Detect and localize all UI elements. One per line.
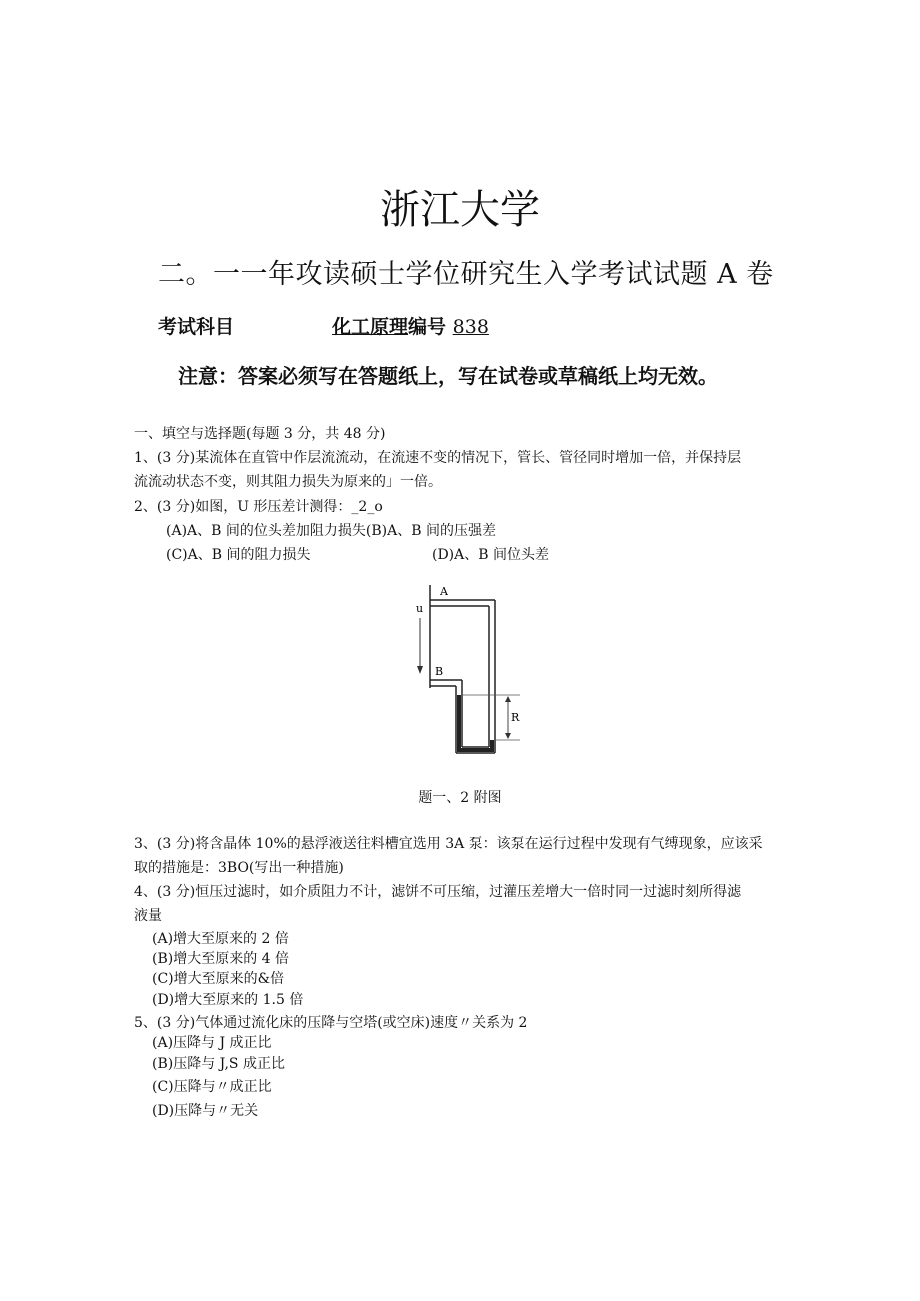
code-label: 编号 (408, 316, 447, 338)
section-heading: 一、填空与选择题(每题 3 分，共 48 分) (134, 426, 386, 442)
q3-line2: 取的措施是：3BO(写出一种措施) (134, 860, 344, 876)
q4-line1: 4、(3 分)恒压过滤时，如介质阻力不计，滤饼不可压缩，过灌压差增大一倍时同一过滤时刻所得滤 (134, 884, 742, 900)
q5-option-a: (A)压降与 J 成正比 (152, 1035, 272, 1051)
subject-label: 考试科目 (158, 316, 235, 338)
q1-line2: 流流动状态不变，则其阻力损失为原来的」一倍。 (134, 474, 442, 490)
label-B: B (435, 665, 444, 678)
u-tube-manometer-figure (400, 580, 530, 765)
subject-info (332, 312, 489, 339)
q2-line1: 2、(3 分)如图，U 形压差计测得：_2_o (134, 499, 383, 515)
q2-option-d: (D)A、B 间位头差 (432, 547, 549, 563)
figure-caption: 题一、2 附图 (418, 790, 502, 806)
q5-option-d: (D)压降与〃无关 (152, 1103, 259, 1119)
mercury-fill-bottom (457, 748, 494, 752)
q4-option-a: (A)增大至原来的 2 倍 (152, 931, 289, 947)
q5-option-c: (C)压降与〃成正比 (152, 1079, 272, 1095)
q4-option-c: (C)增大至原来的&倍 (152, 971, 285, 987)
mercury-fill-left (457, 695, 461, 752)
q4-option-d: (D)增大至原来的 1.5 倍 (152, 992, 304, 1008)
q3-line1: 3、(3 分)将含晶体 10%的悬浮液送往料槽宜选用 3A 泵：该泵在运行过程中发现有气缚现象，应该采 (134, 836, 763, 852)
q4-option-b: (B)增大至原来的 4 倍 (152, 951, 290, 967)
label-A: A (440, 585, 448, 598)
q1-line1: 1、(3 分)某流体在直管中作层流流动，在流速不变的情况下，管长、管径同时增加一倍，并保持层 (134, 450, 742, 466)
mercury-fill-right (490, 740, 494, 752)
label-u: u (416, 602, 424, 615)
q4-line2: 液量 (134, 908, 162, 924)
exam-title: 二。一一年攻读硕士学位研究生入学考试试题 A 卷 (158, 259, 774, 290)
subject-name: 化工原理 (332, 316, 409, 338)
label-R: R (511, 711, 520, 724)
subject-code: 838 (452, 316, 489, 338)
q5-option-b: (B)压降与 J,S 成正比 (152, 1056, 285, 1072)
university-title: 浙江大学 (380, 187, 540, 233)
q2-option-ab: (A)A、B 间的位头差加阻力损失(B)A、B 间的压强差 (166, 523, 496, 539)
q5-line1: 5、(3 分)气体通过流化床的压降与空塔(或空床)速度〃关系为 2 (134, 1015, 528, 1031)
notice: 注意：答案必须写在答题纸上，写在试卷或草稿纸上均无效。 (178, 364, 718, 388)
q2-option-c: (C)A、B 间的阻力损失 (166, 547, 311, 563)
